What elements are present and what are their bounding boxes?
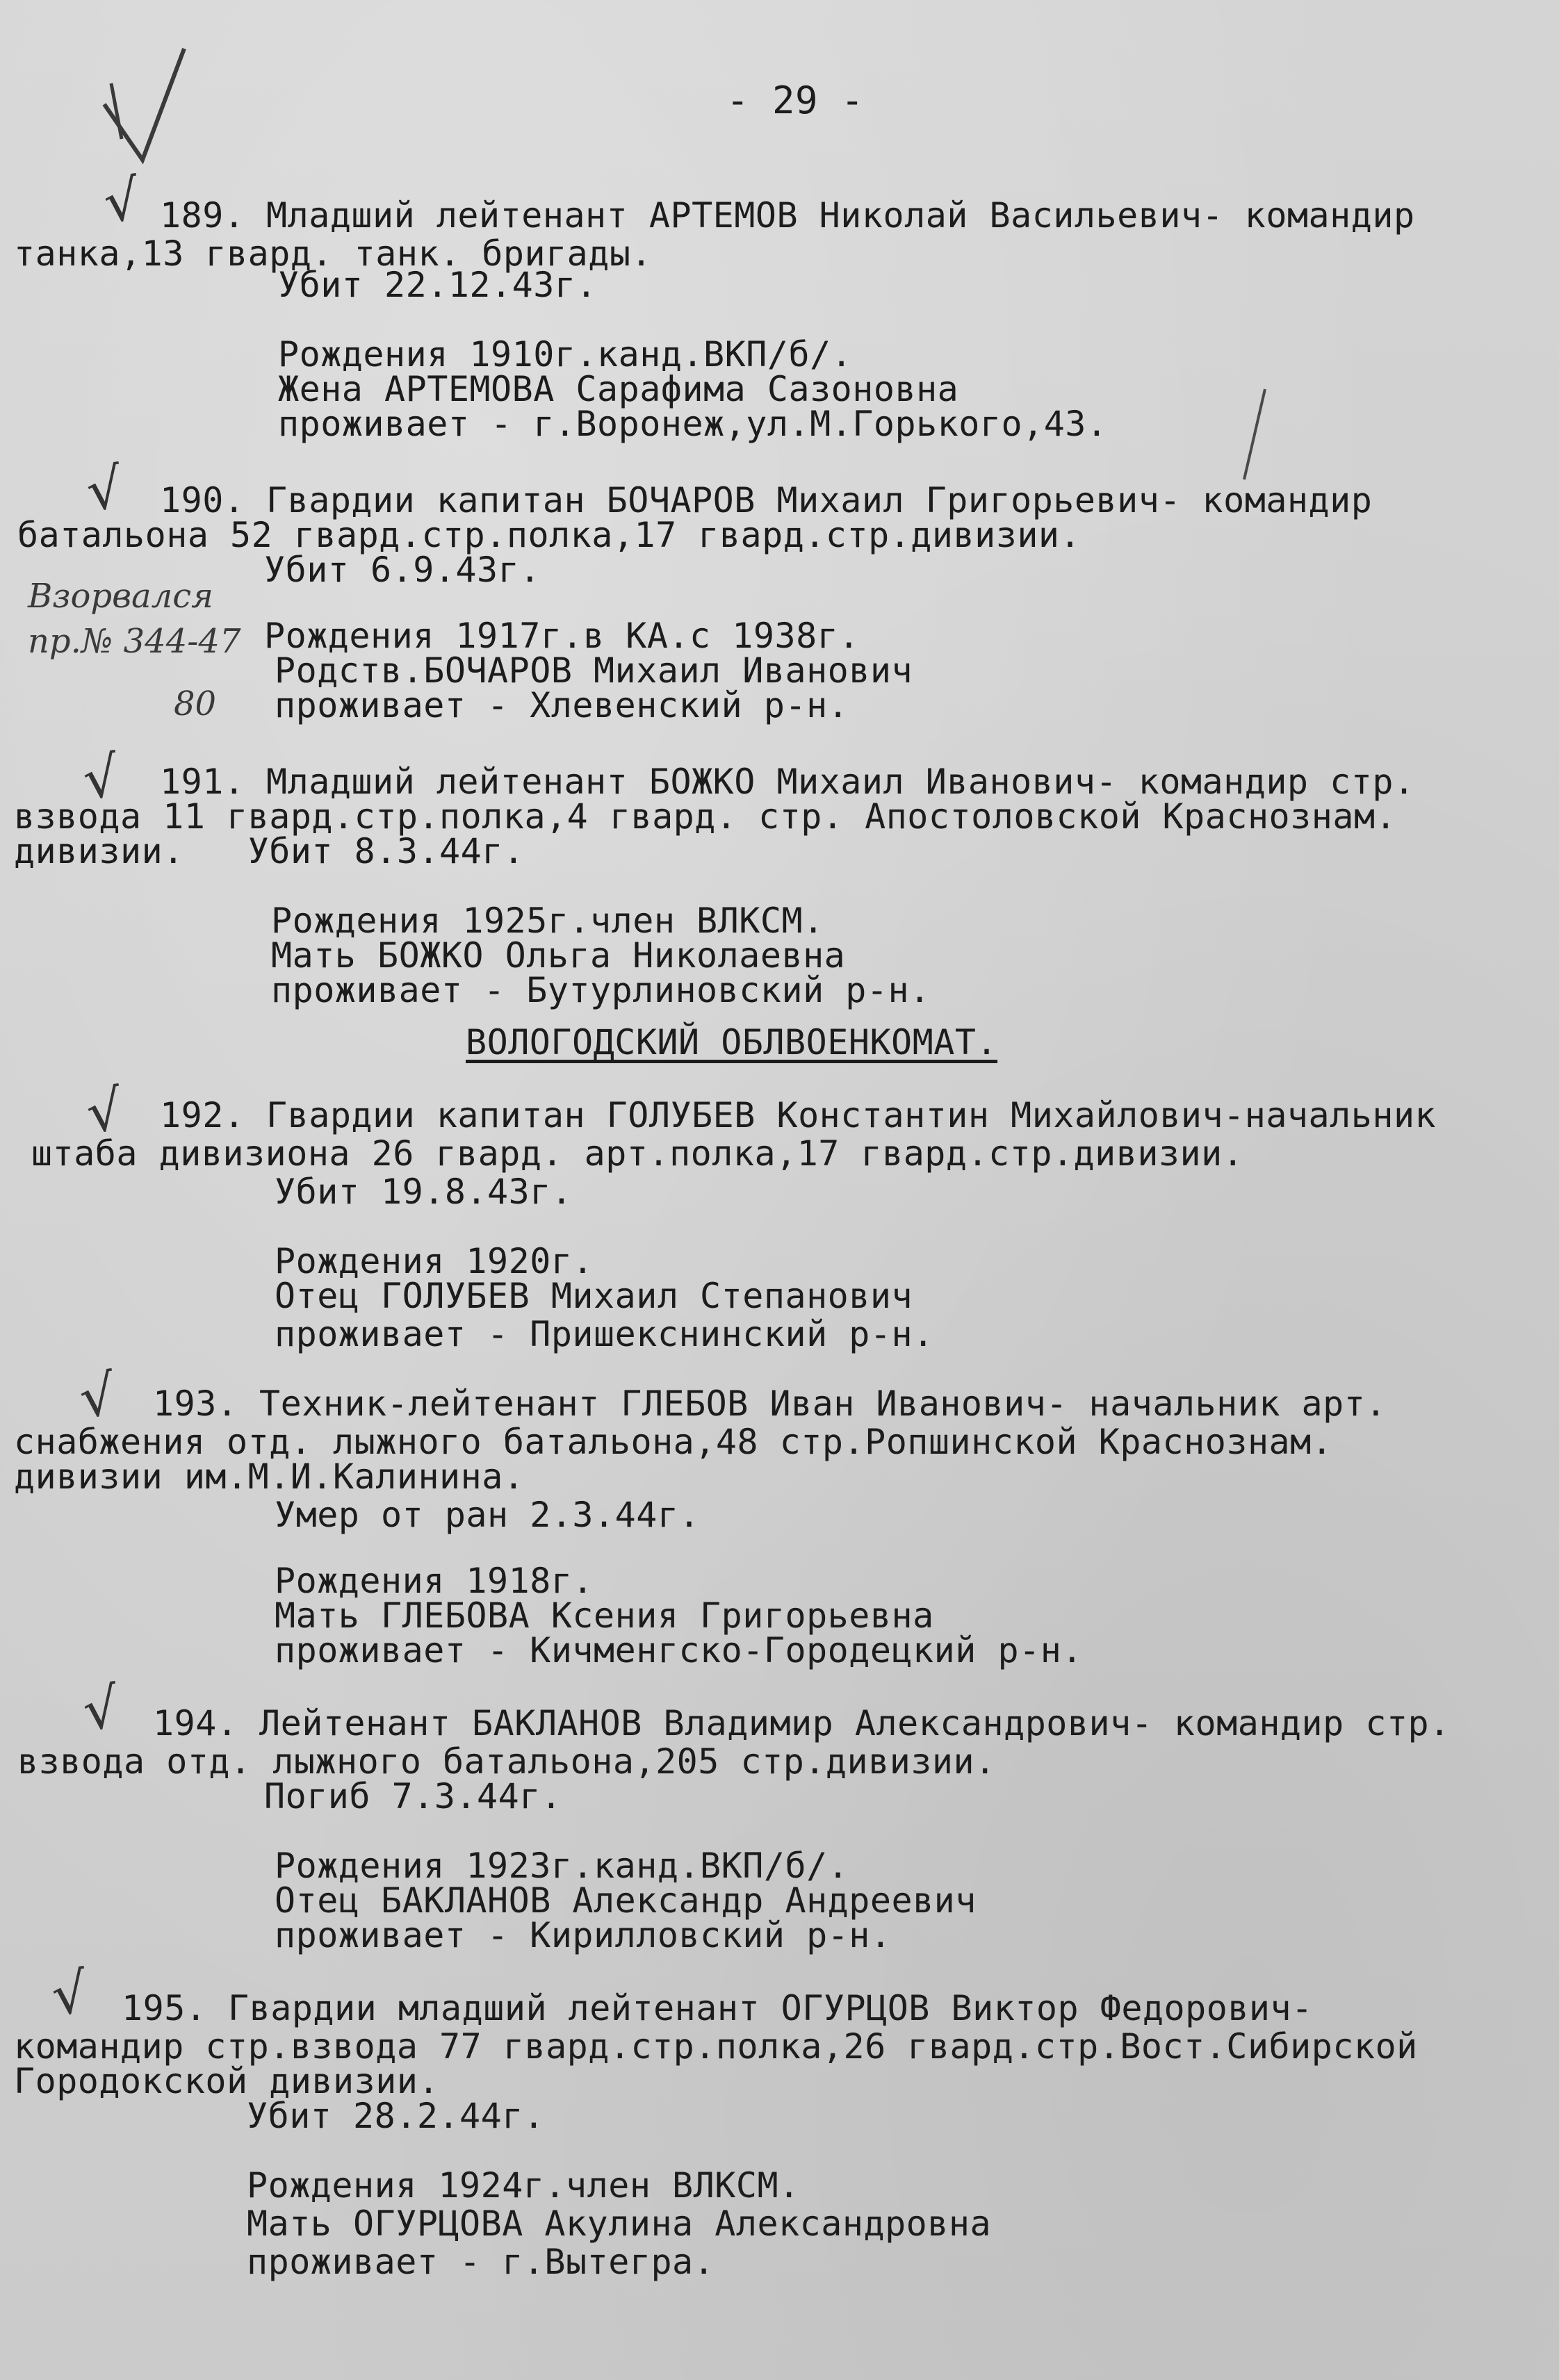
check-mark-190: √: [82, 454, 127, 525]
entry-heading-line: 193. Техник-лейтенант ГЛЕБОВ Иван Иванович- начальник арт.: [153, 1384, 1387, 1424]
relative-line: Мать ГЛЕБОВА Ксения Григорьевна: [275, 1595, 934, 1636]
entry-text-line: взвода 11 гвард.стр.полка,4 гвард. стр. Апостоловской Краснознам.: [14, 796, 1397, 837]
residence-line: проживает - Кичменгско-Городецкий р-н.: [275, 1630, 1083, 1671]
entry-text-line: взвода отд. лыжного батальона,205 стр.дивизии.: [17, 1741, 996, 1782]
death-line: Убит 19.8.43г.: [275, 1172, 573, 1212]
relative-line: Мать БОЖКО Ольга Николаевна: [271, 935, 846, 976]
entry-heading-line: 191. Младший лейтенант БОЖКО Михаил Иванович- командир стр.: [160, 762, 1415, 802]
birth-line: Рождения 1923г.канд.ВКП/б/.: [275, 1846, 849, 1886]
check-mark-194: √: [79, 1674, 124, 1744]
section-heading: ВОЛОГОДСКИЙ ОБЛВОЕНКОМАТ.: [466, 1022, 998, 1062]
death-line: дивизии. Убит 8.3.44г.: [14, 831, 525, 871]
margin-stroke-mark: [1244, 389, 1265, 479]
handwritten-note-line: 80: [174, 684, 217, 723]
relative-line: Мать ОГУРЦОВА Акулина Александровна: [247, 2203, 992, 2244]
check-mark-193: √: [75, 1361, 120, 1431]
death-line: Убит 22.12.43г.: [278, 265, 598, 305]
entry-text-line: штаба дивизиона 26 гвард. арт.полка,17 гвард.стр.дивизии.: [31, 1133, 1244, 1174]
birth-line: Рождения 1920г.: [275, 1241, 594, 1281]
birth-line: Рождения 1910г.канд.ВКП/б/.: [278, 334, 853, 375]
residence-line: проживает - Бутурлиновский р-н.: [271, 970, 931, 1010]
residence-line: проживает - Кирилловский р-н.: [275, 1915, 892, 1955]
death-line: Умер от ран 2.3.44г.: [275, 1495, 701, 1535]
entry-text-line: снабжения отд. лыжного батальона,48 стр.Ропшинской Краснознам.: [14, 1422, 1333, 1462]
birth-line: Рождения 1925г.член ВЛКСМ.: [271, 901, 824, 941]
entry-heading-line: 195. Гвардии младший лейтенант ОГУРЦОВ Виктор Федорович-: [122, 1988, 1313, 2028]
relative-line: Отец ГОЛУБЕВ Михаил Степанович: [275, 1276, 913, 1316]
birth-line: Рождения 1918г.: [275, 1561, 594, 1601]
entry-heading-line: 194. Лейтенант БАКЛАНОВ Владимир Александрович- командир стр.: [153, 1703, 1451, 1743]
residence-line: проживает - Хлевенский р-н.: [275, 685, 849, 725]
relative-line: Родств.БОЧАРОВ Михаил Иванович: [275, 650, 913, 691]
death-line: Убит 28.2.44г.: [247, 2096, 545, 2136]
residence-line: проживает - г.Вытегра.: [247, 2242, 715, 2282]
entry-heading-line: 189. Младший лейтенант АРТЕМОВ Николай Васильевич- командир: [160, 195, 1415, 236]
entry-heading-line: 190. Гвардии капитан БОЧАРОВ Михаил Григорьевич- командир: [160, 480, 1373, 520]
page-number: - 29 -: [726, 79, 865, 122]
entry-text-line: дивизии им.М.И.Калинина.: [14, 1456, 525, 1497]
check-mark-195: √: [47, 1959, 92, 2029]
handwritten-note-line: пр.№ 344-47: [28, 622, 241, 661]
entry-text-line: батальона 52 гвард.стр.полка,17 гвард.стр.дивизии.: [17, 515, 1081, 555]
death-line: Убит 6.9.43г.: [264, 550, 541, 590]
check-mark-191: √: [79, 743, 124, 813]
entry-text-line: танка,13 гвард. танк. бригады.: [14, 233, 653, 274]
residence-line: проживает - Пришекснинский р-н.: [275, 1314, 934, 1354]
death-line: Погиб 7.3.44г.: [264, 1776, 562, 1816]
check-mark-189: √: [99, 166, 145, 236]
relative-line: Жена АРТЕМОВА Сарафима Сазоновна: [278, 369, 959, 409]
handwritten-note-line: Взорвался: [28, 577, 213, 616]
check-mark-192: √: [82, 1076, 127, 1147]
birth-line: Рождения 1924г.член ВЛКСМ.: [247, 2165, 800, 2206]
entry-text-line: командир стр.взвода 77 гвард.стр.полка,26 гвард.стр.Вост.Сибирской: [14, 2026, 1418, 2067]
entry-text-line: Городокской дивизии.: [14, 2061, 440, 2101]
residence-line: проживает - г.Воронеж,ул.М.Горького,43.: [278, 404, 1108, 444]
birth-line: Рождения 1917г.в КА.с 1938г.: [264, 616, 860, 656]
relative-line: Отец БАКЛАНОВ Александр Андреевич: [275, 1880, 977, 1921]
top-corner-check-mark: [104, 49, 184, 160]
entry-heading-line: 192. Гвардии капитан ГОЛУБЕВ Константин Михайлович-начальник: [160, 1095, 1437, 1135]
